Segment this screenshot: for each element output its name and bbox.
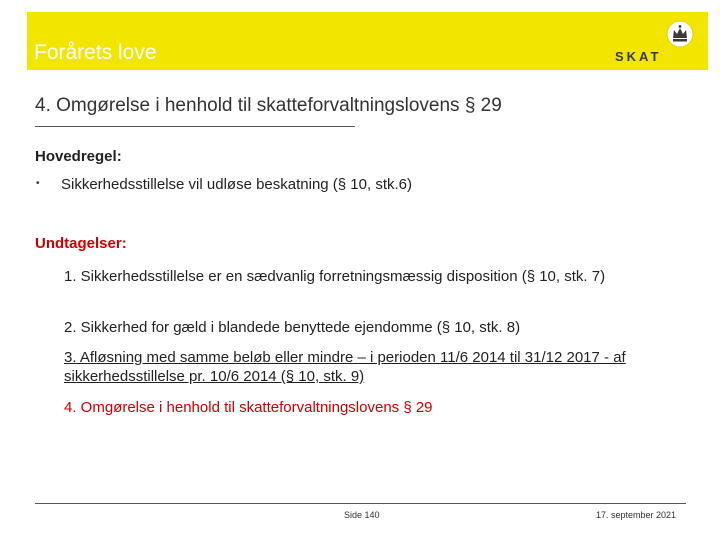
header-title: Forårets love (34, 41, 157, 64)
main-rule-label: Hovedregel: (35, 148, 122, 165)
slide-heading: 4. Omgørelse i henhold til skatteforvaltningslovens § 29 (35, 95, 502, 116)
exception-item: 2. Sikkerhed for gæld i blandede benyttede ejendomme (§ 10, stk. 8) (64, 319, 521, 336)
heading-divider (35, 126, 355, 127)
exception-item: 1. Sikkerhedsstillelse er en sædvanlig forretningsmæssig disposition (§ 10, stk. 7) (64, 268, 606, 285)
page-number: Side 140 (344, 510, 380, 520)
skat-logo (612, 16, 690, 66)
crown-icon (666, 20, 694, 48)
footer-date: 17. september 2021 (596, 510, 677, 520)
bullet-icon: • (36, 178, 40, 189)
exception-item: 3. Afløsning med samme beløb eller mindre – i perioden 11/6 2014 til 31/12 2017 - af sikkerhedsstillelse pr. 10/6 2014 (§ 10, stk. 9) (64, 349, 626, 385)
main-rule-text: Sikkerhedsstillelse vil udløse beskatning (§ 10, stk.6) (61, 176, 412, 193)
footer-divider (35, 503, 686, 504)
exceptions-label: Undtagelser: (35, 235, 127, 252)
logo-text: SKAT (615, 49, 662, 64)
exception-item-current: 4. Omgørelse i henhold til skatteforvaltningslovens § 29 (64, 399, 433, 416)
